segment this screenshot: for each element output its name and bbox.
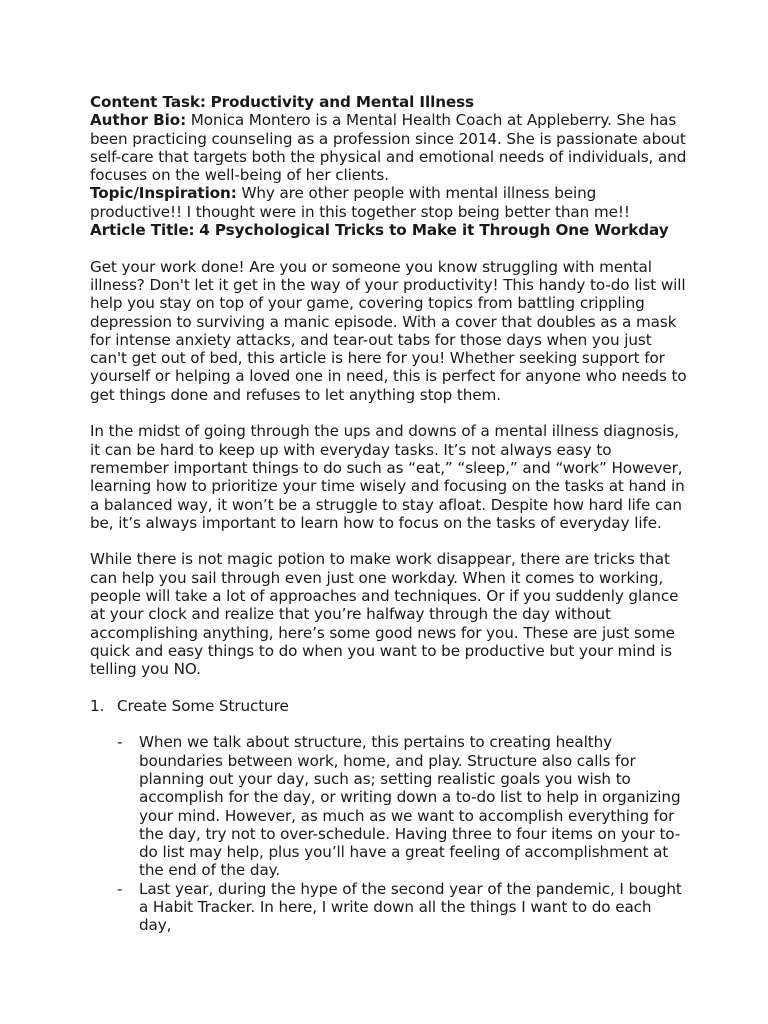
topic-line: [90, 184, 688, 221]
body-paragraph-3: While there is not magic potion to make work disappear, there are tricks that can help you sail through even just one workday. When it comes to working, people will take a lot of approaches and techniques. Or if you suddenly glance at your clock and realize that you’re halfway through the day without accomplishing anything, here’s some good news for you. These are just some quick and easy things to do when you want to be productive but your mind is telling you NO.: [90, 550, 679, 679]
spacer: [90, 404, 688, 422]
list-item-1: [90, 697, 688, 715]
author-bio-line: [90, 111, 688, 184]
content-task-value: Productivity and Mental Illness: [210, 93, 474, 111]
article-title-value: 4 Psychological Tricks to Make it Through One Workday: [199, 221, 669, 240]
list-item-number: 1.: [90, 696, 105, 715]
topic-value: Why are other people with mental illness being productive!! I thought were in this together stop being better than me!!: [90, 184, 630, 221]
bullet-item-1: [117, 733, 688, 879]
topic-label: Topic/Inspiration:: [90, 184, 237, 203]
bullet-text: When we talk about structure, this pertains to creating healthy boundaries between work, home, and play. Structure also calls for planning out your day, such as; setting realistic goals you wish to accomplish for the day, or writing down a to-do list to help in organizing your mind. However, as much as we want to accomplish everything for the day, try not to over-schedule. Having three to four items on your to-do list may help, plus you’ll have a great feeling of accomplishment at the end of the day.: [139, 733, 681, 880]
spacer: [90, 239, 688, 257]
body-paragraph-2: In the midst of going through the ups and downs of a mental illness diagnosis, it can be hard to keep up with everyday tasks. It’s not always easy to remember important things to do such as “eat,” “sleep,” and “work” However, learning how to prioritize your time wisely and focusing on the tasks at hand in a balanced way, it won’t be a struggle to stay afloat. Despite how hard life can be, it’s always important to learn how to focus on the tasks of everyday life.: [90, 422, 685, 532]
spacer: [90, 532, 688, 550]
content-task-label: Content Task:: [90, 93, 206, 111]
list-item-title: Create Some Structure: [117, 696, 289, 715]
content-task-line: [90, 93, 688, 111]
article-title-line: [90, 221, 688, 239]
bullet-text: Last year, during the hype of the second year of the pandemic, I bought a Habit Tracker. In here, I write down all the things I want to do each day,: [139, 879, 682, 935]
author-bio-value: Monica Montero is a Mental Health Coach at Appleberry. She has been practicing counseling as a profession since 2014. She is passionate about self-care that targets both the physical and emotional needs of individuals, and focuses on the well-being of her clients.: [90, 111, 687, 185]
author-bio-label: Author Bio:: [90, 111, 187, 130]
body-paragraph-1: Get your work done! Are you or someone you know struggling with mental illness? Don't let it get in the way of your productivity! This handy to-do list will help you stay on top of your game, covering topics from battling crippling depression to surviving a manic episode. With a cover that doubles as a mask for intense anxiety attacks, and tear-out tabs for those days when you just can't get out of bed, this article is here for you! Whether seeking support for yourself or helping a loved one in need, this is perfect for anyone who needs to get things done and refuses to let anything stop them.: [90, 257, 687, 404]
spacer: [90, 679, 688, 697]
bullet-marker: -: [117, 733, 123, 752]
article-title-label: Article Title:: [90, 221, 195, 240]
bullet-item-2: [117, 880, 688, 935]
bullet-marker: -: [117, 879, 123, 898]
spacer: [90, 715, 688, 733]
